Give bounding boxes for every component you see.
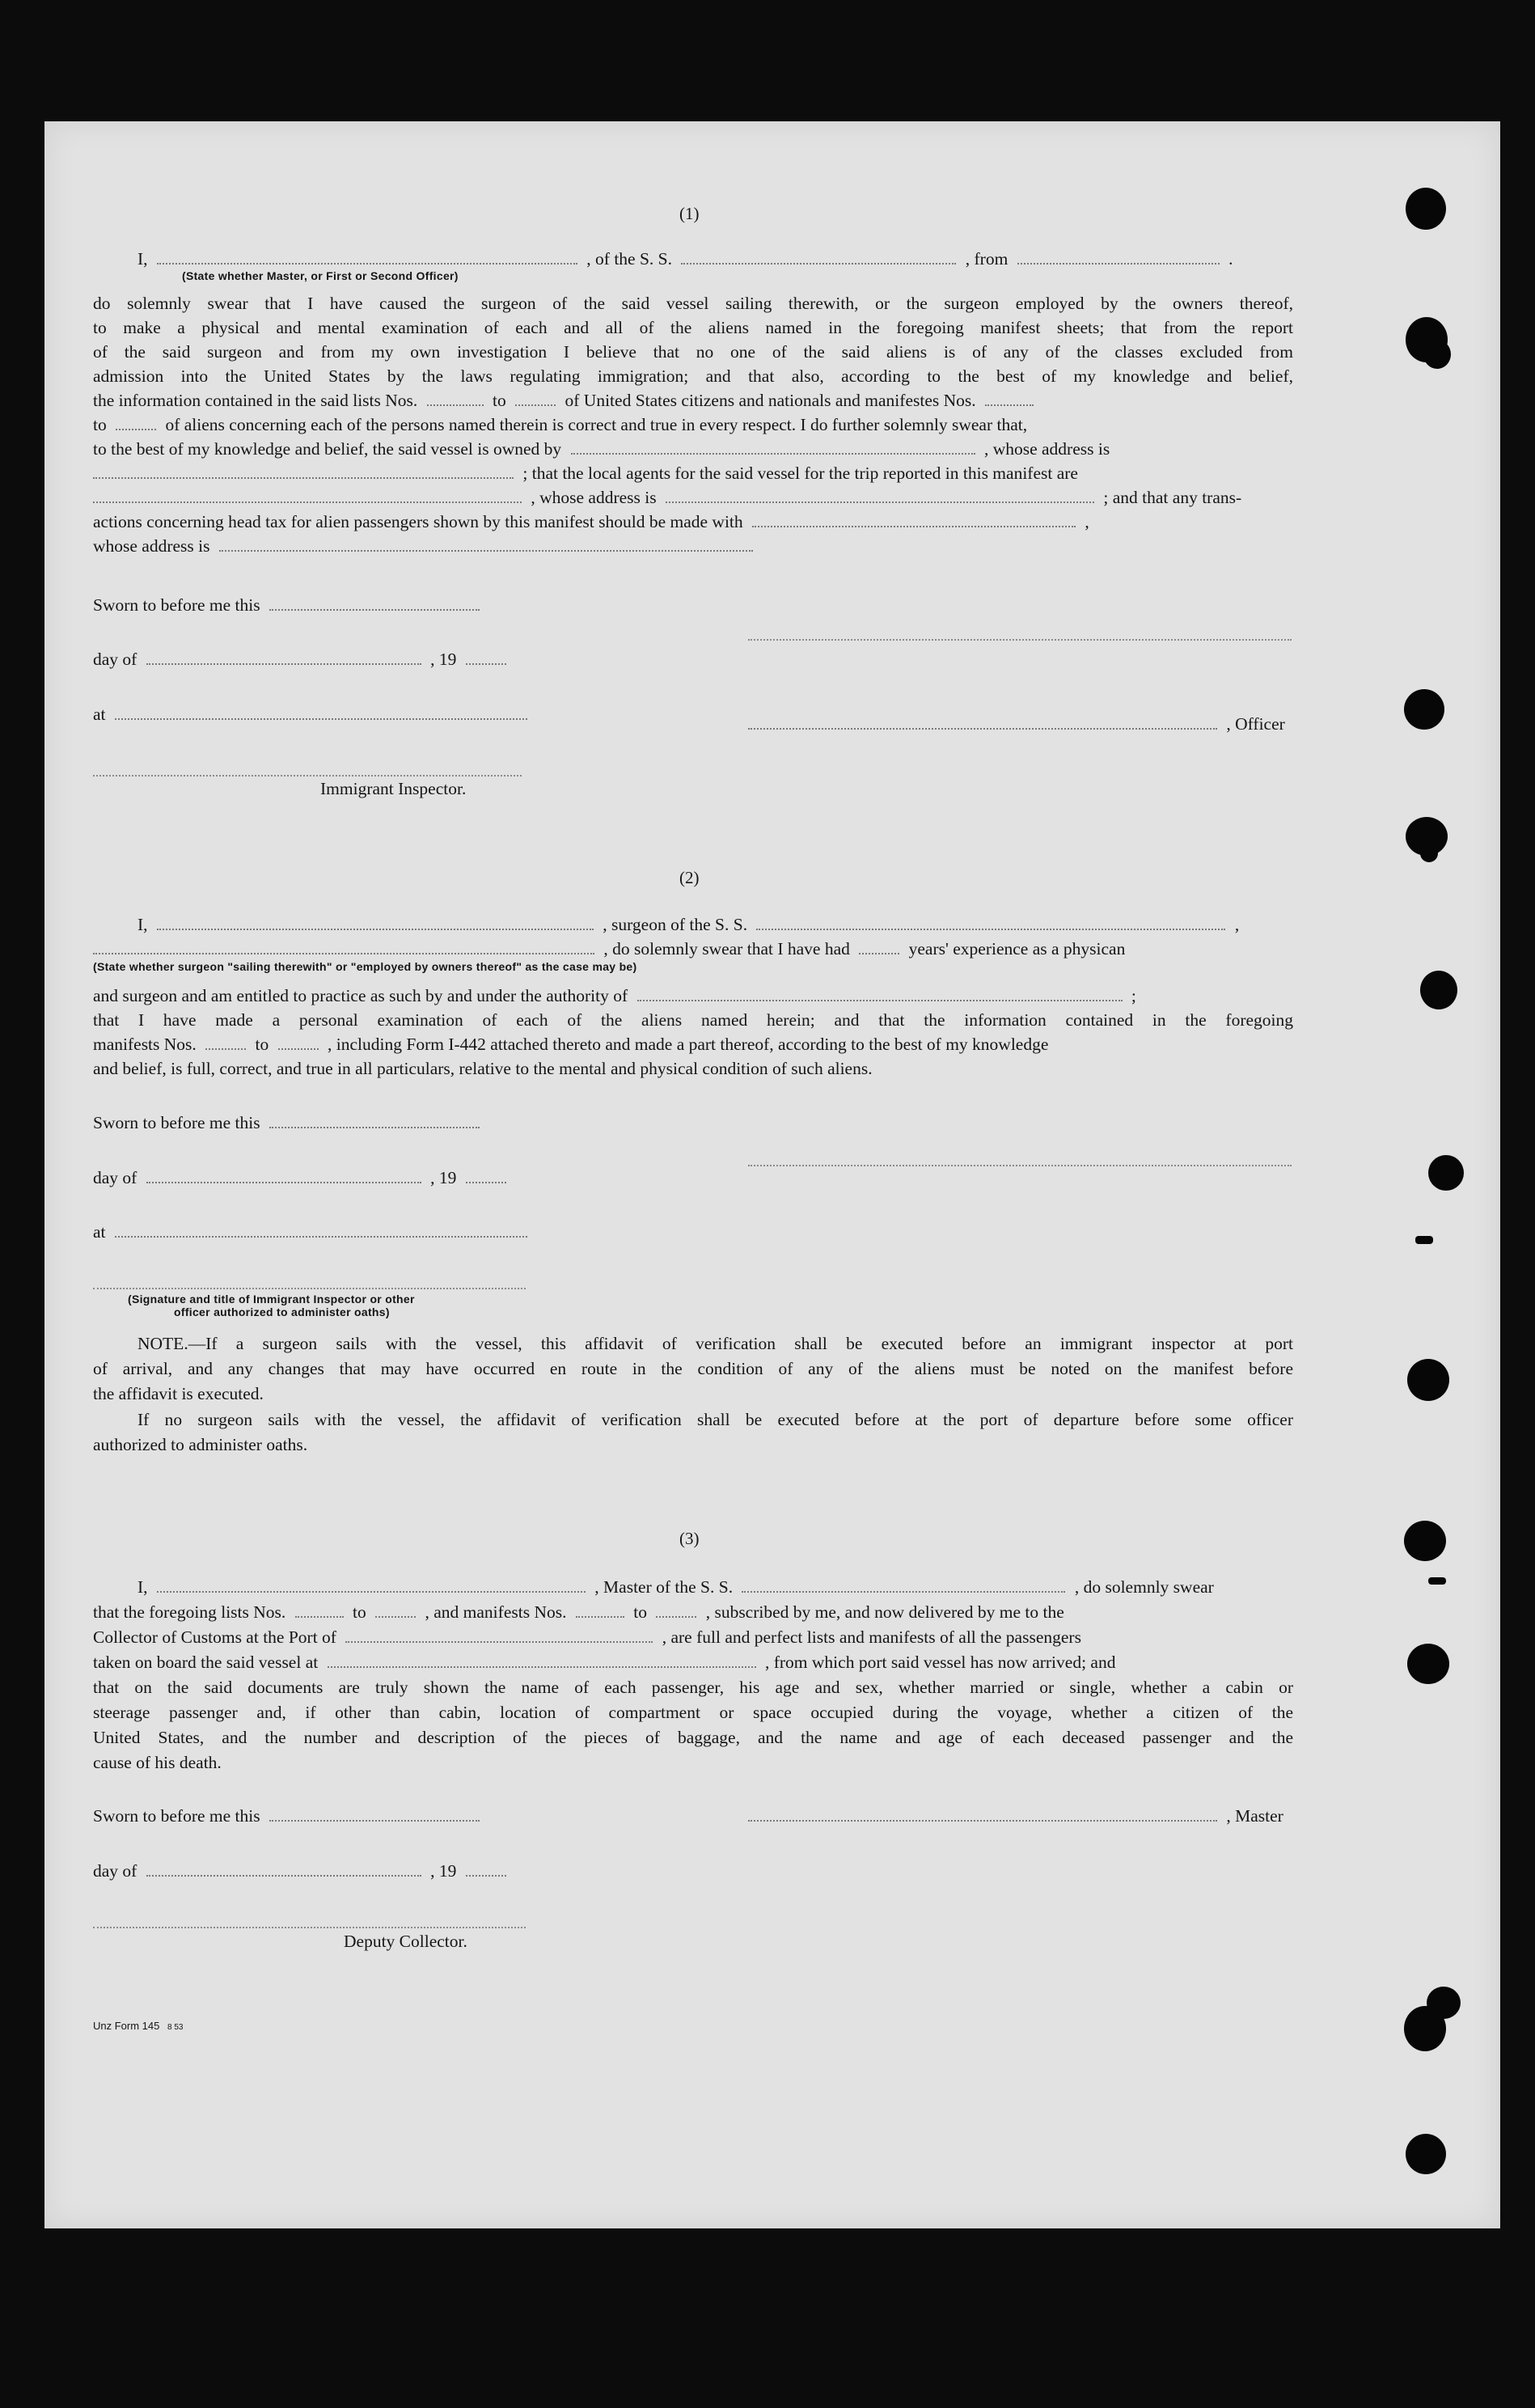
text: day of: [93, 650, 137, 669]
text: manifests Nos.: [93, 1035, 197, 1054]
inspector-signature-line[interactable]: [93, 1288, 526, 1289]
binder-hole: [1404, 689, 1444, 730]
section-1-line-aliens: [93, 413, 1027, 437]
text: to: [493, 391, 506, 410]
year-field[interactable]: [466, 663, 506, 665]
section-2-line-3: [93, 984, 1136, 1008]
section-2-line-5: [93, 1032, 1048, 1056]
manifests-to-field[interactable]: [116, 429, 156, 430]
text: ;: [1131, 986, 1136, 1005]
place-field[interactable]: [115, 1236, 527, 1238]
note-line: the affidavit is executed.: [93, 1384, 264, 1403]
binder-hole: [1428, 1577, 1446, 1585]
master-name-field[interactable]: [157, 1591, 586, 1593]
day-field[interactable]: [146, 1182, 421, 1183]
text: actions concerning head tax for alien passengers shown by this manifest should be made with: [93, 512, 743, 531]
section-1-line-agent-address: [93, 485, 1241, 510]
manifests-to-field[interactable]: [278, 1048, 319, 1050]
section-3-line-3: [93, 1625, 1081, 1649]
text: to: [353, 1602, 366, 1622]
signature-line[interactable]: [748, 639, 1292, 641]
sworn-date-field[interactable]: [269, 1127, 480, 1128]
text: and surgeon and am entitled to practice as such by and under the authority of: [93, 986, 628, 1005]
binder-hole: [1404, 2006, 1446, 2051]
authority-field[interactable]: [637, 1000, 1123, 1001]
text: ; and that any trans-: [1103, 488, 1242, 507]
section-1-day: [93, 647, 511, 671]
owner-field[interactable]: [571, 453, 975, 455]
text: , whose address is: [983, 439, 1110, 459]
section-3-day: [93, 1859, 511, 1883]
text: Sworn to before me this: [93, 1806, 260, 1826]
text: , 19: [430, 650, 457, 669]
text: of United States citizens and nationals and manifestes Nos.: [565, 391, 976, 410]
text: Unz Form 145: [93, 2020, 160, 2032]
embark-port-field[interactable]: [328, 1666, 756, 1668]
section-2-line-2: [93, 937, 1125, 961]
text: that the foregoing lists Nos.: [93, 1602, 286, 1622]
text: , do solemnly swear: [1074, 1577, 1214, 1597]
text: , of the S. S.: [586, 249, 673, 269]
section-2-caption: (State whether surgeon "sailing therewith" or "employed by owners thereof" as the case may be): [93, 960, 637, 973]
binder-hole: [1407, 1359, 1449, 1401]
binder-hole: [1406, 2134, 1446, 2174]
section-3-line-4: [93, 1650, 1115, 1674]
signature-caption-2: officer authorized to administer oaths): [174, 1306, 390, 1318]
section-1-sworn: [93, 593, 484, 617]
text: , do solemnly swear that I have had: [603, 939, 850, 959]
note-line: If no surgeon sails with the vessel, the affidavit of verification shall be executed before at the port of departure before some officer: [137, 1410, 1293, 1429]
section-1-para-line: do solemnly swear that I have caused the surgeon of the said vessel sailing therewith, or the surgeon employed by the owners thereof,: [93, 294, 1293, 313]
text: day of: [93, 1861, 137, 1881]
manifests-to-field[interactable]: [656, 1616, 696, 1618]
text: whose address is: [93, 536, 210, 556]
section-1-officer: [748, 712, 1285, 736]
text: Sworn to before me this: [93, 595, 260, 615]
section-1-caption: (State whether Master, or First or Second Officer): [182, 269, 459, 282]
day-field[interactable]: [146, 1875, 421, 1877]
surgeon-type-field[interactable]: [93, 953, 594, 954]
ship-name-field[interactable]: [681, 263, 956, 264]
day-field[interactable]: [146, 663, 421, 665]
section-1-line-owner: [93, 437, 1110, 461]
owner-address-field[interactable]: [93, 477, 514, 479]
section-1-para-line: admission into the United States by the laws regulating immigration; and that also, according to the best of my knowledge and belief,: [93, 366, 1293, 386]
agents-address-field[interactable]: [666, 501, 1094, 503]
text: taken on board the said vessel at: [93, 1653, 319, 1672]
text: I,: [137, 1577, 148, 1597]
binder-hole: [1428, 1155, 1464, 1191]
text: I,: [137, 249, 148, 269]
from-port-field[interactable]: [1017, 263, 1220, 264]
text: to: [255, 1035, 269, 1054]
section-1-line-agents: [93, 461, 1078, 485]
binder-hole: [1420, 971, 1457, 1009]
text: to: [633, 1602, 647, 1622]
text: , whose address is: [531, 488, 657, 507]
section-1-number: (1): [679, 204, 700, 223]
section-3-line-1: [137, 1575, 1214, 1599]
ship-name-field[interactable]: [742, 1591, 1065, 1593]
master-signature-field[interactable]: [748, 1820, 1217, 1822]
sworn-date-field[interactable]: [269, 1820, 480, 1822]
text: at: [93, 705, 106, 724]
collector-signature-line[interactable]: [93, 1927, 526, 1928]
manifests-from-field[interactable]: [576, 1616, 624, 1618]
manifests-from-field[interactable]: [985, 404, 1034, 406]
text: , from which port said vessel has now arrived; and: [764, 1653, 1116, 1672]
text: ,: [1085, 512, 1089, 531]
text: , subscribed by me, and now delivered by me to the: [705, 1602, 1064, 1622]
binder-hole: [1415, 1236, 1433, 1244]
text: 8 53: [167, 2023, 184, 2032]
manifests-from-field[interactable]: [205, 1048, 246, 1050]
text: , including Form I-442 attached thereto and made a part thereof, according to the best of my knowledge: [328, 1035, 1049, 1054]
section-3-number: (3): [679, 1529, 700, 1548]
surgeon-signature-line[interactable]: [748, 1165, 1292, 1166]
text: , from: [965, 249, 1009, 269]
text: , and manifests Nos.: [425, 1602, 567, 1622]
text: at: [93, 1222, 106, 1242]
text: .: [1228, 249, 1233, 269]
section-3-line-2: [93, 1600, 1064, 1624]
section-3-para-line: cause of his death.: [93, 1753, 222, 1772]
section-1-at: [93, 702, 532, 726]
section-2-number: (2): [679, 868, 700, 887]
note-line: NOTE.—If a surgeon sails with the vessel, this affidavit of verification shall be executed before an immigrant inspector at port: [137, 1334, 1293, 1353]
section-1-para-line: of the said surgeon and from my own investigation I believe that no one of the said aliens is of any of the classes excluded from: [93, 342, 1293, 362]
section-1-line-1: [137, 247, 1233, 271]
section-2-sworn: [93, 1111, 484, 1135]
year-field[interactable]: [466, 1875, 506, 1877]
text: ; that the local agents for the said vessel for the trip reported in this manifest are: [522, 463, 1078, 483]
text: of aliens concerning each of the persons named therein is correct and true in every respect. I do further solemnly swear that,: [165, 415, 1028, 434]
text: to the best of my knowledge and belief, the said vessel is owned by: [93, 439, 562, 459]
note-line: of arrival, and any changes that may have occurred en route in the condition of any of the aliens must be noted on the manifest before: [93, 1359, 1293, 1378]
text: , are full and perfect lists and manifests of all the passengers: [662, 1627, 1081, 1647]
years-field[interactable]: [859, 953, 899, 954]
text: , Officer: [1226, 714, 1285, 734]
officer-signature-field[interactable]: [748, 728, 1217, 730]
text: the information contained in the said lists Nos.: [93, 391, 418, 410]
section-2-line-1: [137, 912, 1239, 937]
text: Sworn to before me this: [93, 1113, 260, 1132]
agents-field[interactable]: [93, 501, 522, 503]
section-1-line-lists: [93, 388, 1038, 413]
section-2-at: [93, 1220, 532, 1244]
section-2-line-4: that I have made a personal examination of each of the aliens named herein; and that the information contained in the foregoing: [93, 1010, 1293, 1030]
binder-hole: [1406, 188, 1446, 230]
port-field[interactable]: [345, 1641, 653, 1643]
lists-from-field[interactable]: [427, 404, 484, 406]
section-1-para-line: to make a physical and mental examination of each and all of the aliens named in the foregoing manifest sheets; that from the report: [93, 318, 1293, 337]
text: , Master: [1226, 1806, 1283, 1826]
binder-hole: [1420, 844, 1438, 862]
section-3-para-line: steerage passenger and, if other than cabin, location of compartment or space occupied during the voyage, whether a citizen of the: [93, 1703, 1293, 1722]
lists-to-field[interactable]: [515, 404, 556, 406]
text: , 19: [430, 1168, 457, 1187]
section-3-sworn: [93, 1804, 484, 1828]
lists-to-field[interactable]: [375, 1616, 416, 1618]
section-3-master: [748, 1804, 1283, 1828]
section-1-inspector: Immigrant Inspector.: [320, 779, 467, 798]
section-2-line-6: and belief, is full, correct, and true in all particulars, relative to the mental and physical condition of such aliens.: [93, 1059, 873, 1078]
text: years' experience as a physican: [908, 939, 1126, 959]
binder-hole: [1404, 1521, 1446, 1561]
signature-caption-1: (Signature and title of Immigrant Inspector or other: [128, 1293, 415, 1306]
section-1-line-headtax-address: [93, 534, 758, 558]
section-3-para-line: that on the said documents are truly shown the name of each passenger, his age and sex, whether married or single, whether a cabin or: [93, 1678, 1293, 1697]
section-2-day: [93, 1166, 511, 1190]
text: ,: [1234, 915, 1240, 934]
binder-hole: [1407, 1644, 1449, 1684]
section-3-collector: Deputy Collector.: [344, 1932, 467, 1951]
ship-name-field[interactable]: [756, 929, 1225, 930]
note-line: authorized to administer oaths.: [93, 1435, 308, 1454]
text: Collector of Customs at the Port of: [93, 1627, 336, 1647]
text: , 19: [430, 1861, 457, 1881]
text: to: [93, 415, 107, 434]
head-tax-address-field[interactable]: [219, 550, 753, 552]
section-1-line-headtax: [93, 510, 1089, 534]
text: , Master of the S. S.: [594, 1577, 734, 1597]
form-number: [93, 2020, 183, 2032]
text: , surgeon of the S. S.: [603, 915, 748, 934]
surgeon-name-field[interactable]: [157, 929, 594, 930]
text: I,: [137, 915, 148, 934]
section-3-para-line: United States, and the number and description of the pieces of baggage, and the name and age of each deceased passenger and the: [93, 1728, 1293, 1747]
lists-from-field[interactable]: [295, 1616, 344, 1618]
head-tax-party-field[interactable]: [752, 526, 1076, 527]
text: day of: [93, 1168, 137, 1187]
sworn-date-field[interactable]: [269, 609, 480, 611]
place-field[interactable]: [115, 718, 527, 720]
binder-hole: [1423, 340, 1451, 369]
year-field[interactable]: [466, 1182, 506, 1183]
master-name-field[interactable]: [157, 263, 577, 264]
